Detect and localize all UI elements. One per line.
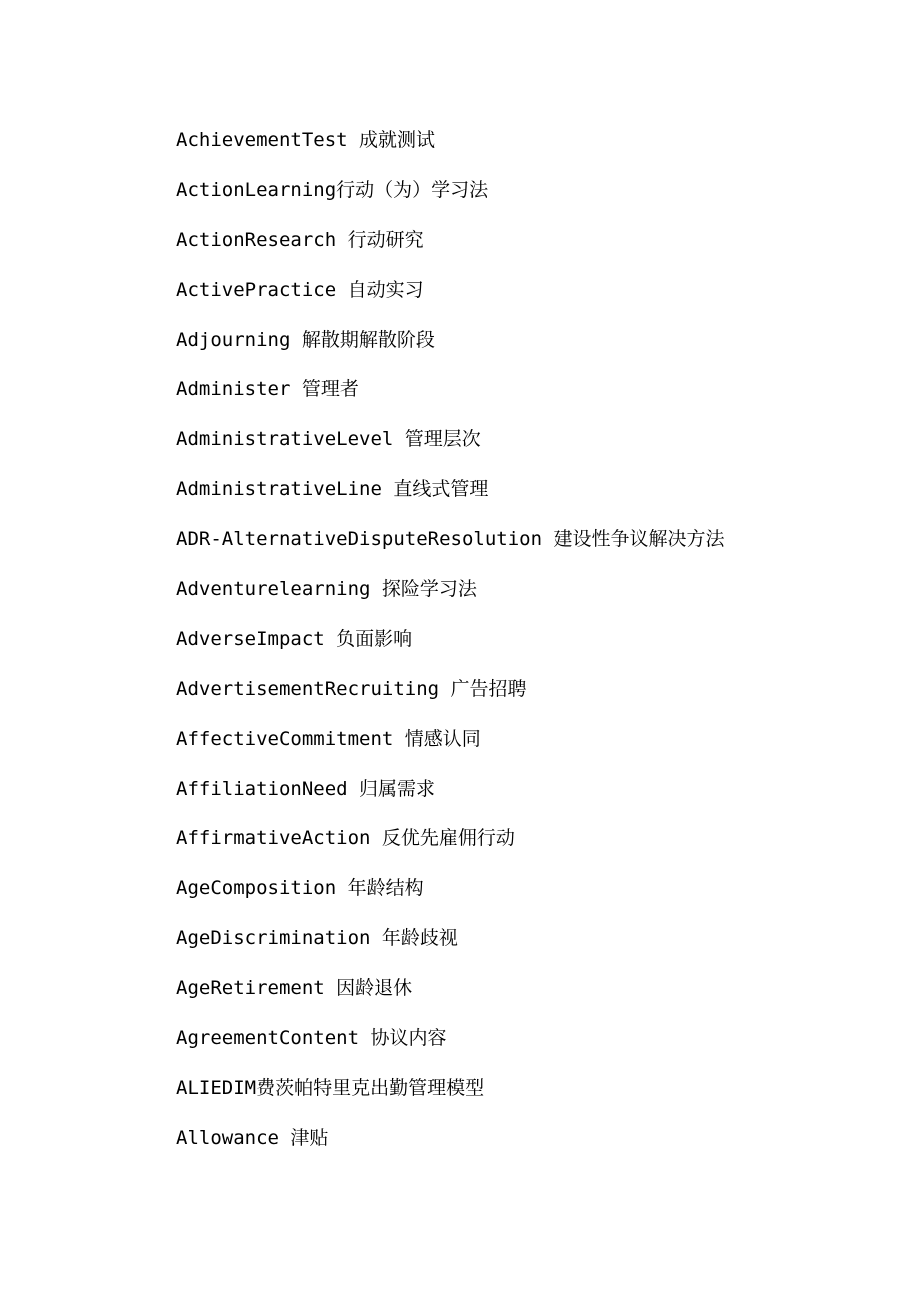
glossary-entry: AffectiveCommitment 情感认同	[176, 727, 481, 750]
glossary-entry: AdministrativeLevel 管理层次	[176, 428, 481, 451]
glossary-entry: Adventurelearning 探险学习法	[176, 578, 477, 601]
glossary-entry: AgreementContent 协议内容	[176, 1027, 447, 1050]
glossary-entry: ADR-AlternativeDisputeResolution 建设性争议解决方法	[176, 528, 725, 551]
glossary-entry: AchievementTest 成就测试	[176, 129, 436, 151]
glossary-entry: ActionResearch 行动研究	[176, 228, 424, 251]
glossary-entry: AgeDiscrimination 年龄歧视	[176, 927, 458, 950]
glossary-entry: AgeComposition 年龄结构	[176, 877, 424, 900]
glossary-entry: AdministrativeLine 直线式管理	[176, 478, 489, 501]
glossary-entry: AffiliationNeed 归属需求	[176, 777, 436, 800]
glossary-list	[176, 124, 725, 1172]
glossary-entry: ActivePractice 自动实习	[176, 278, 424, 301]
glossary-entry: ActionLearning行动（为）学习法	[176, 178, 489, 201]
glossary-entry: AdvertisementRecruiting 广告招聘	[176, 677, 527, 700]
glossary-entry: ALIEDIM费茨帕特里克出勤管理模型	[176, 1076, 485, 1099]
glossary-entry: AgeRetirement 因龄退休	[176, 977, 413, 1000]
glossary-entry: AdverseImpact 负面影响	[176, 627, 413, 650]
glossary-entry: Adjourning 解散期解散阶段	[176, 328, 435, 351]
glossary-entry: Administer 管理者	[176, 378, 359, 401]
glossary-entry: Allowance 津贴	[176, 1126, 329, 1149]
glossary-entry: AffirmativeAction 反优先雇佣行动	[176, 827, 515, 850]
